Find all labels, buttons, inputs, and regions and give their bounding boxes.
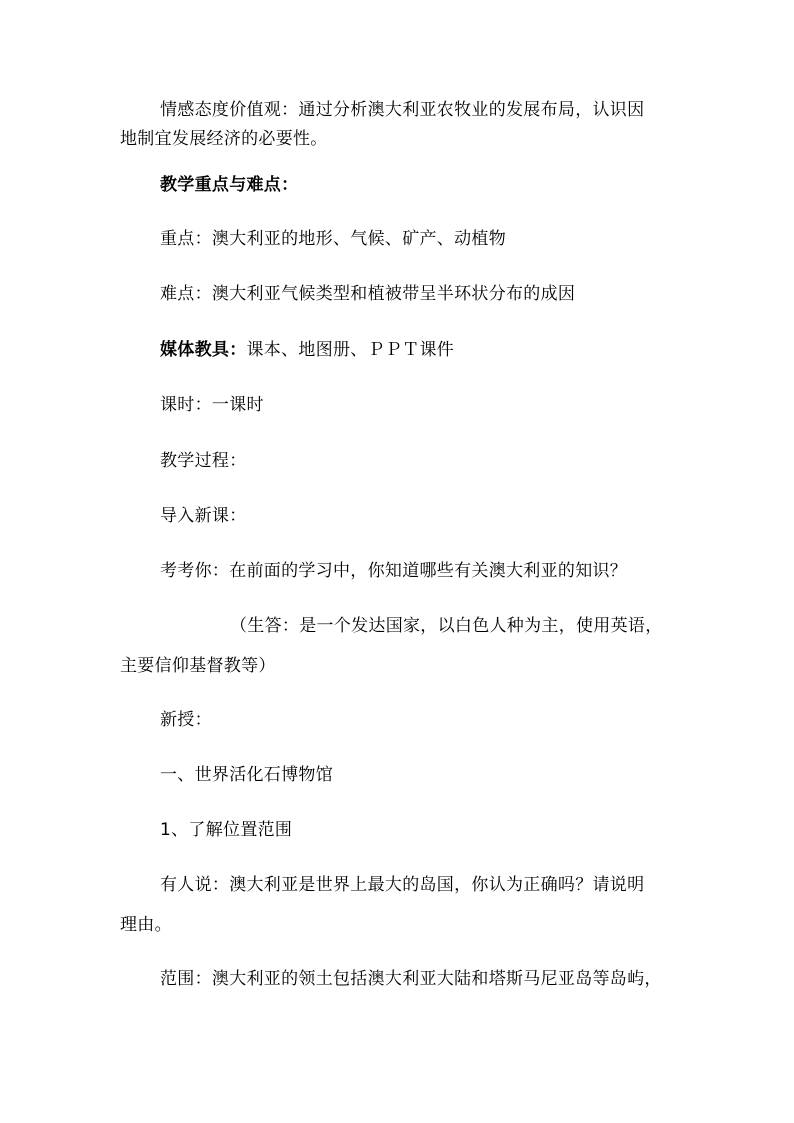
- difficult-point-line: 难点：澳大利亚气候类型和植被带呈半环状分布的成因: [160, 284, 576, 304]
- subsection-one-heading: 1、了解位置范围: [160, 820, 293, 840]
- new-lesson-line: 新授：: [160, 710, 212, 730]
- student-answer-line-1: （生答：是一个发达国家，以白色人种为主，使用英语，: [230, 616, 663, 636]
- media-tools-line: [160, 340, 454, 360]
- teaching-process-line: 教学过程：: [160, 451, 247, 471]
- media-tools-label: 媒体教具：: [160, 340, 247, 360]
- media-tools-value: 课本、地图册、ＰＰＴ课件: [246, 340, 455, 360]
- class-hours-line: 课时：一课时: [160, 395, 264, 415]
- island-question-line-1: 有人说：澳大利亚是世界上最大的岛国，你认为正确吗？请说明: [160, 875, 645, 895]
- island-question-line-2: 理由。: [120, 915, 172, 935]
- key-points-heading: 教学重点与难点：: [160, 175, 299, 195]
- emotion-attitude-line-2: 地制宜发展经济的必要性。: [120, 129, 328, 149]
- key-point-line: 重点：澳大利亚的地形、气候、矿产、动植物: [160, 229, 506, 249]
- quiz-question-line: 考考你：在前面的学习中，你知道哪些有关澳大利亚的知识？: [160, 561, 628, 581]
- emotion-attitude-line-1: 情感态度价值观：通过分析澳大利亚农牧业的发展布局，认识因: [160, 100, 645, 120]
- scope-line: 范围：澳大利亚的领土包括澳大利亚大陆和塔斯马尼亚岛等岛屿，: [160, 969, 662, 989]
- student-answer-line-2: 主要信仰基督教等）: [120, 656, 276, 676]
- introduction-line: 导入新课：: [160, 506, 247, 526]
- section-one-heading: 一、世界活化石博物馆: [160, 765, 333, 785]
